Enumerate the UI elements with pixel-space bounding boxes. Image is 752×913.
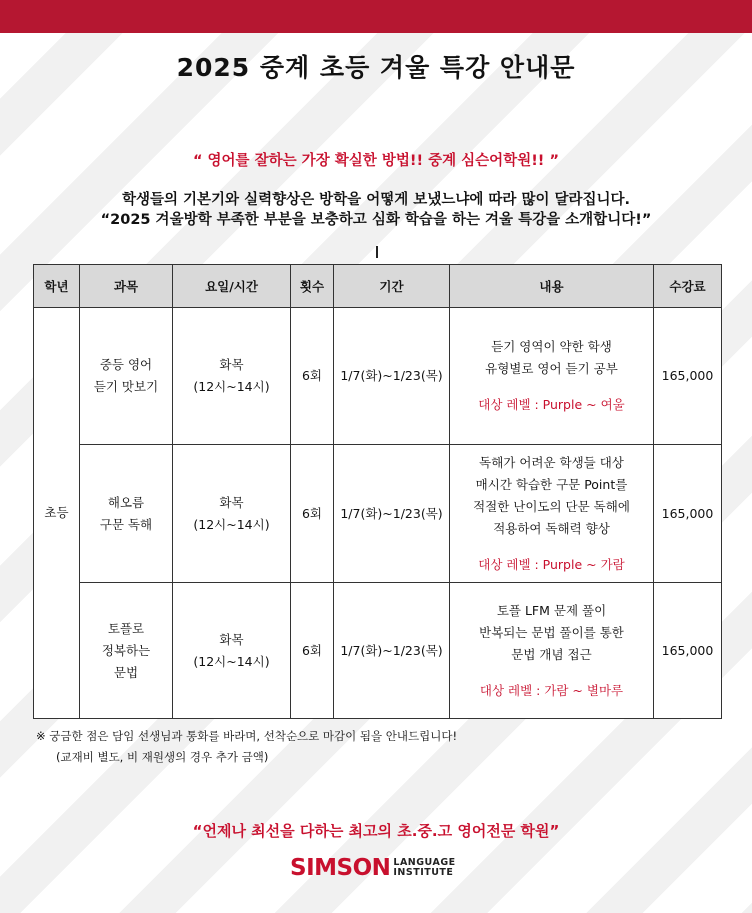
table-header-row bbox=[34, 265, 722, 308]
fee-cell: 165,000 bbox=[654, 445, 722, 583]
table-row bbox=[34, 583, 722, 719]
header-grade: 학년 bbox=[34, 265, 80, 308]
header-period: 기간 bbox=[334, 265, 450, 308]
slogan: “ 영어를 잘하는 가장 확실한 방법!! 중계 심슨어학원!! ” bbox=[192, 153, 560, 169]
logo-subtitle: LANGUAGE INSTITUTE bbox=[393, 857, 456, 878]
intro-line-2: “2025 겨울방학 부족한 부분을 보충하고 심화 학습을 하는 겨울 특강을 소개합니다!” bbox=[100, 212, 652, 228]
intro-line-1: 학생들의 기본기와 실력향상은 방학을 어떻게 보냈느냐에 따라 많이 달라집니다. bbox=[121, 192, 631, 208]
subject-cell: 토플로 정복하는 문법 bbox=[80, 583, 173, 719]
header-subject: 과목 bbox=[80, 265, 173, 308]
period-cell: 1/7(화)~1/23(목) bbox=[334, 583, 450, 719]
schedule-cell: 화목 (12시~14시) bbox=[173, 445, 291, 583]
table-row bbox=[34, 308, 722, 445]
subject-cell: 해오름 구문 독해 bbox=[80, 445, 173, 583]
header-content: 내용 bbox=[450, 265, 654, 308]
notice-line-1: ※ 궁금한 점은 담임 선생님과 통화를 바라며, 선착순으로 마감이 됨을 안내드립니다! bbox=[36, 729, 458, 743]
content-cell: 토플 LFM 문제 풀이 반복되는 문법 풀이를 통한 문법 개념 접근 대상 레벨 : 가람 ~ 별마루 bbox=[450, 583, 654, 719]
text-cursor bbox=[376, 246, 378, 258]
content-cell: 듣기 영역이 약한 학생 유형별로 영어 듣기 공부 대상 레벨 : Purple ~ 여울 bbox=[450, 308, 654, 445]
table-row bbox=[34, 445, 722, 583]
schedule-cell: 화목 (12시~14시) bbox=[173, 583, 291, 719]
intro-text bbox=[0, 190, 752, 230]
footer-slogan: “언제나 최선을 다하는 최고의 초.중.고 영어전문 학원” bbox=[192, 822, 560, 840]
top-banner-bar bbox=[0, 0, 752, 33]
grade-cell: 초등 bbox=[34, 308, 80, 719]
count-cell: 6회 bbox=[291, 308, 334, 445]
schedule-cell: 화목 (12시~14시) bbox=[173, 308, 291, 445]
fee-cell: 165,000 bbox=[654, 583, 722, 719]
period-cell: 1/7(화)~1/23(목) bbox=[334, 308, 450, 445]
target-level: 대상 레벨 : Purple ~ 여울 bbox=[478, 397, 625, 412]
count-cell: 6회 bbox=[291, 583, 334, 719]
notice-line-2: (교재비 별도, 비 재원생의 경우 추가 금액) bbox=[56, 750, 269, 764]
simson-logo bbox=[290, 855, 456, 881]
course-table bbox=[33, 264, 722, 719]
header-count: 횟수 bbox=[291, 265, 334, 308]
header-schedule: 요일/시간 bbox=[173, 265, 291, 308]
target-level: 대상 레벨 : 가람 ~ 별마루 bbox=[479, 682, 624, 698]
fee-cell: 165,000 bbox=[654, 308, 722, 445]
content-cell: 독해가 어려운 학생들 대상 매시간 학습한 구문 Point를 적절한 난이도의 단문 독해에 적용하여 독해력 향상 대상 레벨 : Purple ~ 가람 bbox=[450, 445, 654, 583]
period-cell: 1/7(화)~1/23(목) bbox=[334, 445, 450, 583]
header-fee: 수강료 bbox=[654, 265, 722, 308]
subject-cell: 중등 영어 듣기 맛보기 bbox=[80, 308, 173, 445]
page-title: 2025 중계 초등 겨울 특강 안내문 bbox=[176, 53, 576, 82]
target-level: 대상 레벨 : Purple ~ 가람 bbox=[478, 556, 625, 572]
logo-wordmark: SIMSON bbox=[290, 855, 391, 881]
count-cell: 6회 bbox=[291, 445, 334, 583]
